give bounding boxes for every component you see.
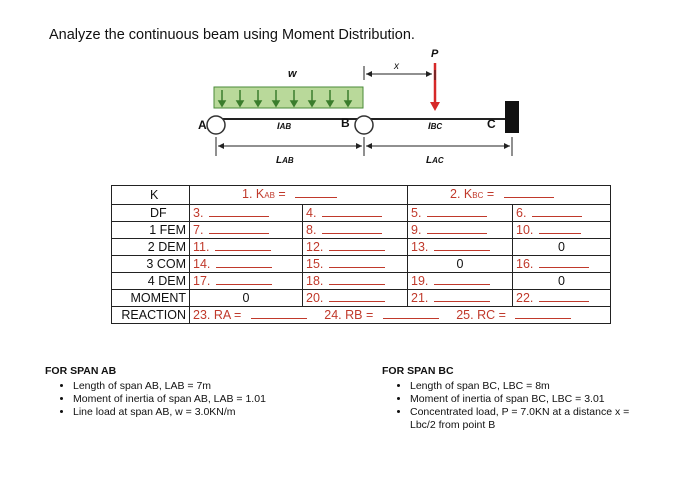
node-c-label: C xyxy=(487,117,496,131)
answer-cell: 12. xyxy=(303,239,408,256)
inertia-bc-label: IBC xyxy=(428,121,443,132)
answer-cell: 14. xyxy=(190,256,303,273)
answer-cell: 9. xyxy=(408,222,513,239)
row-label: 2 DEM xyxy=(112,239,190,256)
reaction-cell xyxy=(190,307,611,324)
given-cell: 0 xyxy=(513,239,611,256)
row-label: 4 DEM xyxy=(112,273,190,290)
span-ab-heading: FOR SPAN AB xyxy=(45,365,117,377)
answer-cell: 21. xyxy=(408,290,513,307)
answer-cell: 3. xyxy=(190,205,303,222)
given-cell: 0 xyxy=(190,290,303,307)
support-c-fixed xyxy=(505,101,519,133)
load-p-label: P xyxy=(431,48,439,60)
support-a-roller xyxy=(207,116,225,134)
node-b-label: B xyxy=(341,116,350,130)
table-row xyxy=(112,205,611,222)
length-ac-label: LAC xyxy=(426,155,444,166)
table-row xyxy=(112,239,611,256)
table-row xyxy=(112,222,611,239)
reaction-rc: 25. RC = xyxy=(456,308,510,322)
node-a-label: A xyxy=(198,118,207,132)
span-bc-heading: FOR SPAN BC xyxy=(382,365,454,377)
answer-cell: 8. xyxy=(303,222,408,239)
given-cell: 0 xyxy=(513,273,611,290)
k-bc-cell: 2. KBC = xyxy=(408,186,611,205)
answer-cell: 7. xyxy=(190,222,303,239)
list-item: • Length of span AB, LAB = 7m xyxy=(73,380,266,393)
answer-cell: 15. xyxy=(303,256,408,273)
list-item: • Moment of inertia of span BC, LBC = 3.01 xyxy=(410,393,629,406)
k-ab-cell: 1. KAB = xyxy=(190,186,408,205)
given-cell: 0 xyxy=(408,256,513,273)
row-label: 3 COM xyxy=(112,256,190,273)
dimension-x-label: x xyxy=(394,61,399,72)
answer-cell: 11. xyxy=(190,239,303,256)
table-row xyxy=(112,256,611,273)
reaction-rb: 24. RB = xyxy=(324,308,377,322)
span-bc-section xyxy=(382,365,629,432)
row-label: REACTION xyxy=(112,307,190,324)
list-item: Lbc/2 from point B xyxy=(410,419,496,431)
row-label: 1 FEM xyxy=(112,222,190,239)
table-row xyxy=(112,290,611,307)
answer-cell: 16. xyxy=(513,256,611,273)
table-row xyxy=(112,273,611,290)
answer-cell: 13. xyxy=(408,239,513,256)
reaction-ra: 23. RA = xyxy=(193,308,245,322)
distributed-load-block xyxy=(214,87,363,108)
moment-distribution-table xyxy=(111,185,611,324)
inertia-ab-label: IAB xyxy=(277,121,292,132)
list-item: • Line load at span AB, w = 3.0KN/m xyxy=(73,406,266,419)
answer-cell: 5. xyxy=(408,205,513,222)
table-row-k xyxy=(112,186,611,205)
answer-cell: 4. xyxy=(303,205,408,222)
answer-cell: 17. xyxy=(190,273,303,290)
load-w-label: w xyxy=(288,68,297,80)
answer-cell: 19. xyxy=(408,273,513,290)
answer-cell: 10. xyxy=(513,222,611,239)
answer-cell: 22. xyxy=(513,290,611,307)
length-ab-label: LAB xyxy=(276,155,294,166)
row-label: K xyxy=(112,186,190,205)
table-row-reaction xyxy=(112,307,611,324)
list-item: • Concentrated load, P = 7.0KN at a distance x = xyxy=(410,406,629,419)
span-ab-section xyxy=(45,365,266,419)
list-item: • Moment of inertia of span AB, LAB = 1.01 xyxy=(73,393,266,406)
support-b-roller xyxy=(355,116,373,134)
answer-cell: 6. xyxy=(513,205,611,222)
row-label: MOMENT xyxy=(112,290,190,307)
list-item: • Length of span BC, LBC = 8m xyxy=(410,380,629,393)
row-label: DF xyxy=(112,205,190,222)
answer-cell: 20. xyxy=(303,290,408,307)
answer-cell: 18. xyxy=(303,273,408,290)
page-title: Analyze the continuous beam using Moment Distribution. xyxy=(49,27,415,43)
